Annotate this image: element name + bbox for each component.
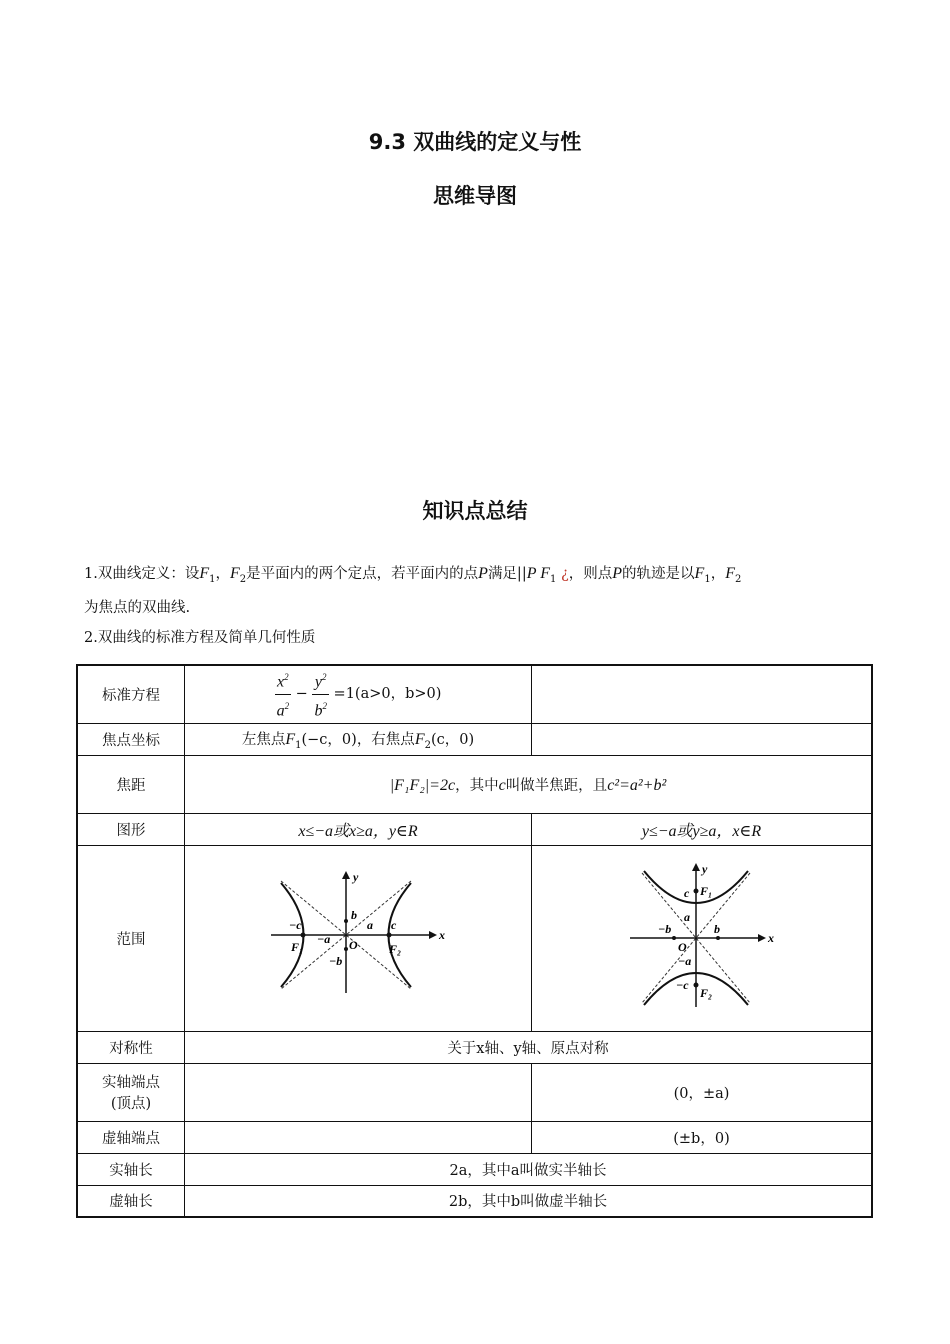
svg-text:−a: −a xyxy=(677,954,691,968)
table-row: 图形 x≤−a或x≥a，y∈R y≤−a或y≥a，x∈R xyxy=(77,813,872,845)
graph-left-cell xyxy=(185,845,532,1031)
mindmap-heading: 思维导图 xyxy=(433,184,517,208)
graph-right-cell xyxy=(532,845,873,1031)
real-axis-value: 2a，其中a叫做实半轴长 xyxy=(185,1153,873,1185)
focus-coordinates: 左焦点$F_1(-c$，0)，右焦点$F_2(c$，0) xyxy=(185,723,532,755)
real-vertex-right: (0，±a) xyxy=(532,1063,873,1121)
svg-text:O: O xyxy=(677,940,687,954)
imag-vertex-right: (±b，0) xyxy=(532,1121,873,1153)
page-title: 9.3 双曲线的定义与性 xyxy=(368,130,582,154)
svg-text:c: c xyxy=(390,918,396,932)
table-row: 虚轴长 2b，其中b叫做虚半轴长 xyxy=(77,1185,872,1217)
svg-text:−a: −a xyxy=(316,932,330,946)
svg-text:−b: −b xyxy=(657,922,671,936)
table-row: 实轴端点 (顶点) (0，±a) xyxy=(77,1063,872,1121)
row-label: 标准方程 xyxy=(77,665,185,723)
broken-glyph: ¿ xyxy=(560,566,569,582)
svg-text:x: x xyxy=(438,928,445,942)
svg-text:b: b xyxy=(350,908,357,922)
svg-text:−c: −c xyxy=(288,918,302,932)
svg-text:F₁: F₁ xyxy=(699,884,712,898)
table-row xyxy=(77,665,872,723)
svg-text:F₂: F₂ xyxy=(388,942,401,956)
svg-text:y: y xyxy=(352,871,358,884)
svg-text:O: O xyxy=(348,938,358,952)
table-row: 焦点坐标 左焦点$F_1(-c$，0)，右焦点$F_2(c$，0) xyxy=(77,723,872,755)
shape-right: y≤−a或y≥a，x∈R xyxy=(532,813,873,845)
table-row: 焦距 |F₁F₂|=2c，其中c叫做半焦距，且c²=a²+b² xyxy=(77,755,872,813)
svg-text:y: y xyxy=(701,862,707,876)
horizontal-hyperbola-graph xyxy=(271,871,446,1001)
table-row: 对称性 关于x轴、y轴、原点对称 xyxy=(77,1031,872,1063)
focal-distance: |F₁F₂|=2c，其中c叫做半焦距，且c²=a²+b² xyxy=(185,755,873,813)
table-row: 虚轴端点 (±b，0) xyxy=(77,1121,872,1153)
svg-text:x: x xyxy=(767,931,774,945)
definition-paragraph: 1.双曲线定义：设$F_1$，$F_2$是平面内的两个定点，若平面内的点P满足||P $F_1$ ¿，则点P的轨迹是以$F_1$，$F_2$ 为焦点的双曲线. xyxy=(84,565,742,616)
svg-text:c: c xyxy=(683,886,689,900)
svg-text:a: a xyxy=(683,910,690,924)
imag-vertex-left xyxy=(185,1121,532,1153)
standard-equation-right xyxy=(532,665,873,723)
symmetry-value: 关于x轴、y轴、原点对称 xyxy=(185,1031,873,1063)
shape-left: x≤−a或x≥a，y∈R xyxy=(185,813,532,845)
svg-text:−b: −b xyxy=(328,954,342,968)
focus-right xyxy=(532,723,873,755)
real-vertex-left xyxy=(185,1063,532,1121)
summary-heading: 知识点总结 xyxy=(422,499,528,523)
svg-text:F₁: F₁ xyxy=(290,940,303,954)
svg-text:b: b xyxy=(713,922,720,936)
table-row: 实轴长 2a，其中a叫做实半轴长 xyxy=(77,1153,872,1185)
section2-heading: 2.双曲线的标准方程及简单几何性质 xyxy=(84,630,316,646)
svg-text:a: a xyxy=(366,918,373,932)
table-row: 范围 x y b −b −c c −a a O F₁ F₂ x y c F₁ a −b b O −a −c F₂ xyxy=(77,845,872,1031)
svg-text:F₂: F₂ xyxy=(699,986,712,1000)
svg-text:−c: −c xyxy=(675,978,689,992)
properties-table xyxy=(76,664,873,1218)
standard-equation: $\frac{x^2}{a^2}$ − $\frac{y^2}{b^2}$ =1(a>0，b>0) xyxy=(185,665,532,723)
imag-axis-value: 2b，其中b叫做虚半轴长 xyxy=(185,1185,873,1217)
vertical-hyperbola-graph xyxy=(622,861,782,1011)
